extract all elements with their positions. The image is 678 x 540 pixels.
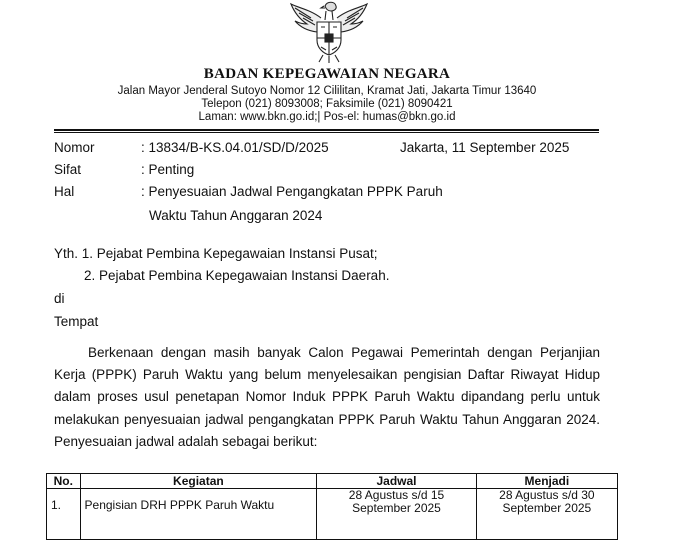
row-menjadi: 28 Agustus s/d 30 September 2025 <box>476 489 617 540</box>
col-header-kegiatan: Kegiatan <box>80 474 317 489</box>
col-header-no: No. <box>47 474 81 489</box>
letter-date: Jakarta, 11 September 2025 <box>400 140 570 155</box>
row-jadwal: 28 Agustus s/d 15 September 2025 <box>317 489 477 540</box>
nomor-label: Nomor <box>54 140 95 155</box>
nomor-value: : 13834/B-KS.04.01/SD/D/2025 <box>141 140 329 155</box>
sifat-label: Sifat <box>54 162 82 177</box>
recipient-2: 2. Pejabat Pembina Kepegawaian Instansi Daerah. <box>84 268 390 283</box>
org-name: BADAN KEPEGAWAIAN NEGARA <box>203 66 451 82</box>
garuda-emblem <box>281 0 377 64</box>
table-row <box>47 489 618 540</box>
hal-value-cont: Waktu Tahun Anggaran 2024 <box>149 208 323 223</box>
letterhead-rule-thin <box>54 132 599 133</box>
schedule-table <box>46 473 618 540</box>
row-kegiatan: Pengisian DRH PPPK Paruh Waktu <box>80 489 317 540</box>
sifat-value: : Penting <box>141 162 195 177</box>
hal-value: : Penyesuaian Jadwal Pengangkatan PPPK Paruh <box>141 184 443 199</box>
letterhead-rule <box>54 129 599 131</box>
col-header-menjadi: Menjadi <box>476 474 617 489</box>
recipient-tempat: Tempat <box>54 314 99 329</box>
org-web: Laman: www.bkn.go.id;| Pos-el: humas@bkn.go.id <box>198 111 456 123</box>
row-no: 1. <box>47 489 81 540</box>
recipient-1: Yth. 1. Pejabat Pembina Kepegawaian Instansi Pusat; <box>54 246 378 261</box>
col-header-jadwal: Jadwal <box>317 474 477 489</box>
body-paragraph: Berkenaan dengan masih banyak Calon Pegawai Pemerintah dengan Perjanjian Kerja (PPPK) Paruh Waktu yang belum menyelesaikan pengisian Daftar Riwayat Hidup dalam proses usul penetapan Nomor Induk PPPK Paruh Waktu dipandang perlu untuk melakukan penyesuaian jadwal pengangkatan PPPK Paruh Waktu Tahun Anggaran 2024. Penyesuaian jadwal adalah sebagai berikut: <box>54 345 600 449</box>
table-header-row <box>47 474 618 489</box>
recipient-di: di <box>54 291 65 306</box>
org-phone: Telepon (021) 8093008; Faksimile (021) 8090421 <box>201 98 453 110</box>
org-address: Jalan Mayor Jenderal Sutoyo Nomor 12 Cililitan, Kramat Jati, Jakarta Timur 13640 <box>117 85 537 97</box>
hal-label: Hal <box>54 184 75 199</box>
